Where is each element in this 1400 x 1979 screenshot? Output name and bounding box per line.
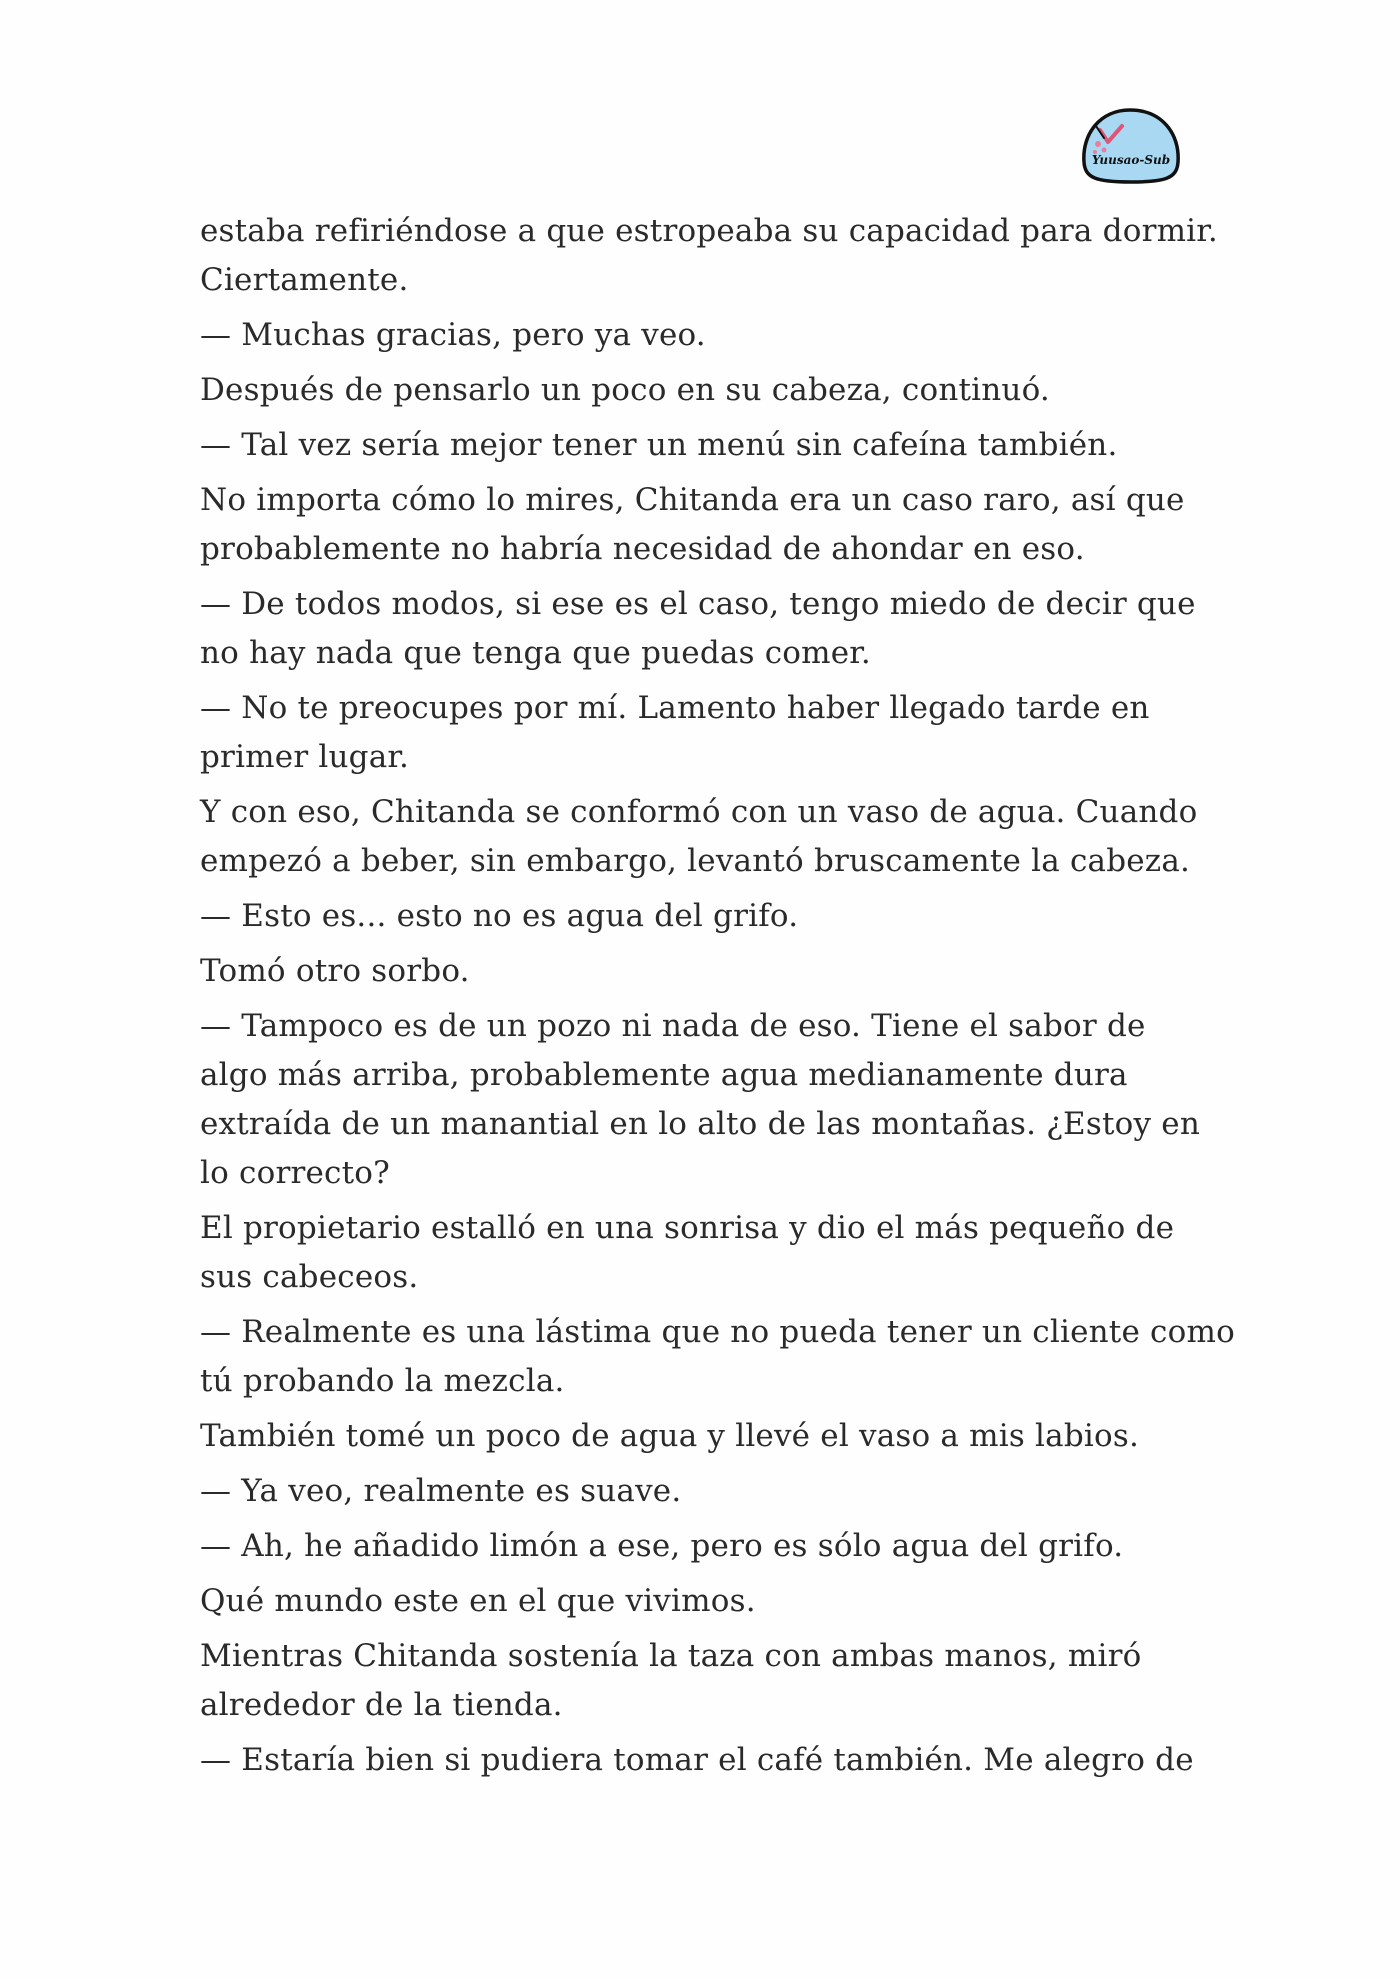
paragraph [200,947,1200,996]
text-line: Ciertamente. [200,262,409,298]
paragraph [200,1522,1200,1571]
text-line: — No te preocupes por mí. Lamento haber llegado tarde en [200,690,1150,726]
text-line: — Esto es... esto no es agua del grifo. [200,898,799,934]
text-line: tú probando la mezcla. [200,1363,565,1399]
text-line: El propietario estalló en una sonrisa y dio el más pequeño de [200,1210,1175,1246]
text-line: alrededor de la tienda. [200,1687,563,1723]
paragraph [200,311,1200,360]
text-line: — Tal vez sería mejor tener un menú sin cafeína también. [200,427,1118,463]
text-line: — Estaría bien si pudiera tomar el café también. Me alegro de [200,1742,1194,1778]
text-line: Qué mundo este en el que vivimos. [200,1583,756,1619]
text-line: lo correcto? [200,1155,390,1191]
paragraph [200,1412,1200,1461]
text-line: — Realmente es una lástima que no pueda tener un cliente como [200,1314,1235,1350]
text-line: — Muchas gracias, pero ya veo. [200,317,706,353]
paragraph [200,1204,1200,1302]
paragraph [200,892,1200,941]
paragraph [200,421,1200,470]
text-line: empezó a beber, sin embargo, levantó bruscamente la cabeza. [200,843,1191,879]
text-line: estaba refiriéndose a que estropeaba su capacidad para dormir. [200,213,1218,249]
paragraph [200,1308,1235,1406]
paragraph [200,1736,1200,1785]
paragraph [200,1467,1200,1516]
paragraph [200,580,1200,678]
paragraph [200,476,1200,574]
text-line: algo más arriba, probablemente agua medianamente dura [200,1057,1128,1093]
text-line: — Ah, he añadido limón a ese, pero es sólo agua del grifo. [200,1528,1124,1564]
text-line: Después de pensarlo un poco en su cabeza, continuó. [200,372,1050,408]
text-line: probablemente no habría necesidad de ahondar en eso. [200,531,1085,567]
text-line: No importa cómo lo mires, Chitanda era un caso raro, así que [200,482,1185,518]
text-line: sus cabeceos. [200,1259,419,1295]
text-line: — Tampoco es de un pozo ni nada de eso. Tiene el sabor de [200,1008,1146,1044]
paragraph [200,1632,1200,1730]
logo-text: Yuusao-Sub [1091,153,1171,167]
paragraph [200,207,1218,305]
paragraph [200,788,1200,886]
text-line: extraída de un manantial en lo alto de las montañas. ¿Estoy en [200,1106,1200,1142]
text-line: Tomó otro sorbo. [200,953,470,989]
paragraph [200,366,1200,415]
yuusao-sub-logo [1078,104,1184,184]
text-line: — De todos modos, si ese es el caso, tengo miedo de decir que [200,586,1196,622]
text-line: no hay nada que tenga que puedas comer. [200,635,871,671]
text-line: Y con eso, Chitanda se conformó con un vaso de agua. Cuando [200,794,1198,830]
document-body [200,207,1235,1791]
paragraph [200,684,1200,782]
text-line: Mientras Chitanda sostenía la taza con ambas manos, miró [200,1638,1142,1674]
text-line: — Ya veo, realmente es suave. [200,1473,682,1509]
paragraph [200,1002,1200,1198]
text-line: primer lugar. [200,739,410,775]
paragraph [200,1577,1200,1626]
text-line: También tomé un poco de agua y llevé el vaso a mis labios. [200,1418,1140,1454]
